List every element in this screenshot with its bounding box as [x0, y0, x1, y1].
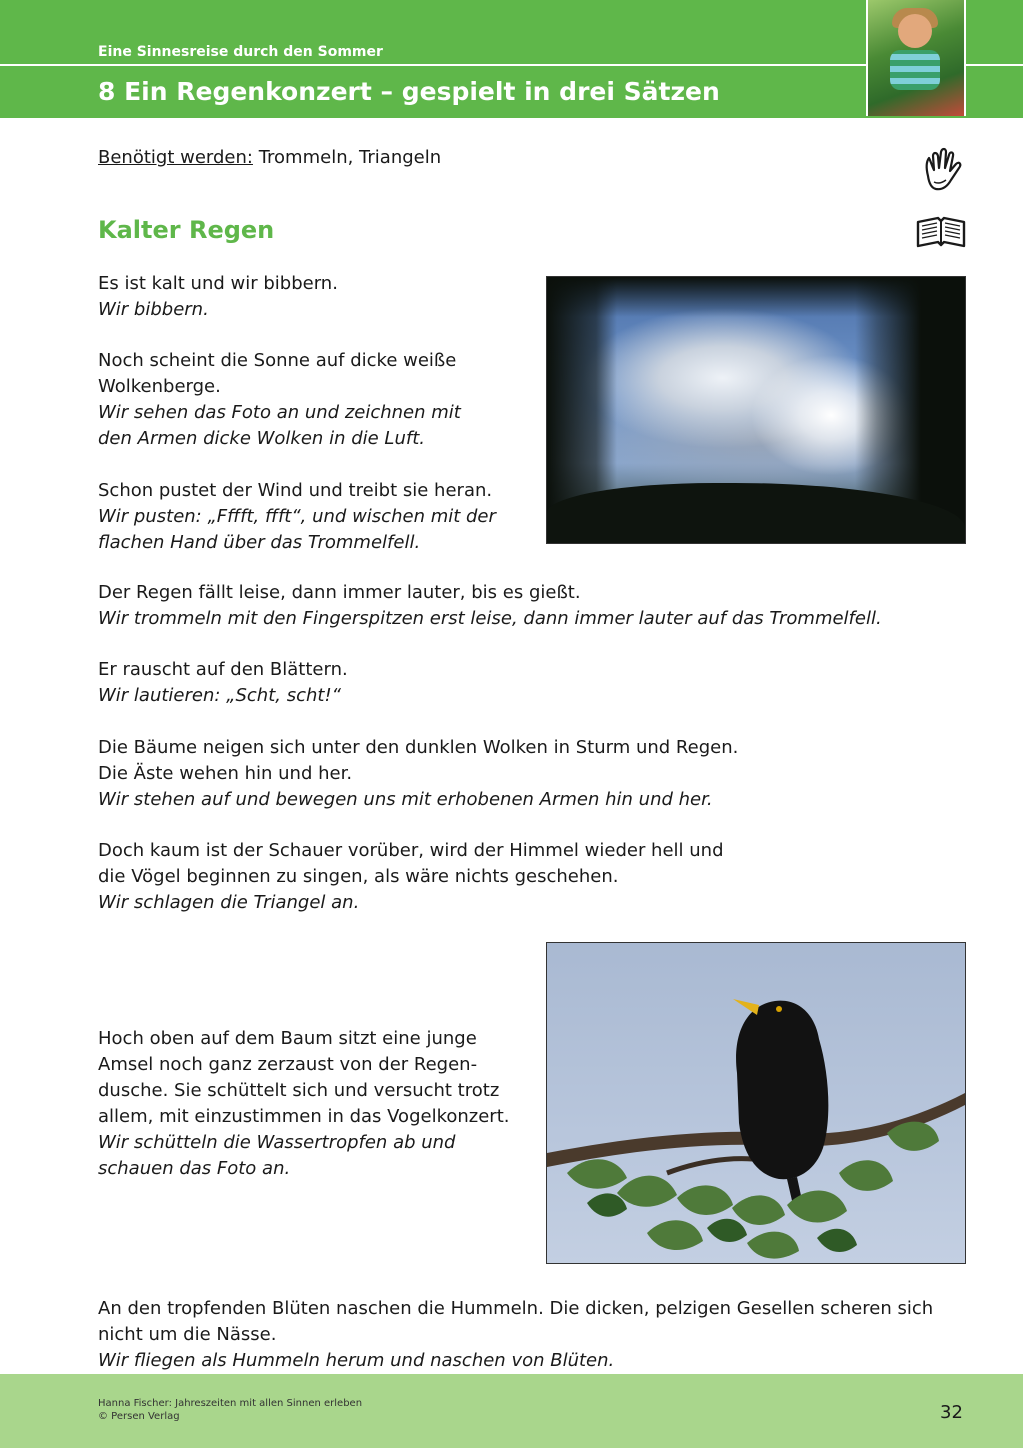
text-line: Es ist kalt und wir bibbern.	[98, 273, 338, 294]
instruction-line: Wir stehen auf und bewegen uns mit erhobenen Armen hin und her.	[98, 789, 713, 810]
instruction-line: Wir lautieren: „Scht, scht!“	[98, 685, 341, 706]
text-line: Doch kaum ist der Schauer vorüber, wird der Himmel wieder hell und	[98, 840, 724, 861]
paragraph-4	[98, 580, 882, 632]
text-line: dusche. Sie schüttelt sich und versucht trotz	[98, 1080, 500, 1101]
materials-label: Benötigt werden:	[98, 147, 253, 168]
text-line: Er rauscht auf den Blättern.	[98, 659, 348, 680]
header-thumbnail-image	[866, 0, 966, 116]
footer-author: Hanna Fischer: Jahreszeiten mit allen Sinnen erleben	[98, 1398, 363, 1409]
text-line: die Vögel beginnen zu singen, als wäre nichts geschehen.	[98, 866, 619, 887]
clouds-photo	[546, 276, 966, 544]
series-title: Eine Sinnesreise durch den Sommer	[98, 44, 383, 60]
paragraph-1	[98, 271, 338, 323]
text-line: Wolkenberge.	[98, 376, 221, 397]
paragraph-7	[98, 838, 724, 916]
paragraph-8	[98, 1026, 509, 1182]
hand-icon	[916, 146, 968, 198]
text-line: Die Äste wehen hin und her.	[98, 763, 353, 784]
instruction-line: Wir schlagen die Triangel an.	[98, 892, 360, 913]
text-line: Schon pustet der Wind und treibt sie heran.	[98, 480, 493, 501]
text-line: Die Bäume neigen sich unter den dunklen Wolken in Sturm und Regen.	[98, 737, 739, 758]
text-line: Der Regen fällt leise, dann immer lauter, bis es gießt.	[98, 582, 581, 603]
materials-items: Trommeln, Triangeln	[252, 147, 442, 168]
book-icon	[914, 212, 968, 252]
footer-publisher: © Persen Verlag	[98, 1411, 180, 1422]
paragraph-5	[98, 657, 348, 709]
page-number: 32	[940, 1402, 963, 1423]
doll-head	[898, 14, 932, 48]
instruction-line: Wir schütteln die Wassertropfen ab und	[98, 1132, 456, 1153]
chapter-title: 8 Ein Regenkonzert – gespielt in drei Sätzen	[98, 77, 720, 106]
instruction-line: Wir bibbern.	[98, 299, 209, 320]
instruction-line: den Armen dicke Wolken in die Luft.	[98, 428, 425, 449]
materials-needed	[98, 147, 441, 168]
text-line: nicht um die Nässe.	[98, 1324, 277, 1345]
blackbird-illustration	[547, 943, 965, 1263]
text-line: Amsel noch ganz zerzaust von der Regen-	[98, 1054, 478, 1075]
text-line: Noch scheint die Sonne auf dicke weiße	[98, 350, 457, 371]
section-heading: Kalter Regen	[98, 216, 275, 244]
instruction-line: schauen das Foto an.	[98, 1158, 291, 1179]
paragraph-6	[98, 735, 738, 813]
instruction-line: flachen Hand über das Trommelfell.	[98, 532, 421, 553]
text-line: Hoch oben auf dem Baum sitzt eine junge	[98, 1028, 477, 1049]
instruction-line: Wir sehen das Foto an und zeichnen mit	[98, 402, 461, 423]
instruction-line: Wir fliegen als Hummeln herum und naschen von Blüten.	[98, 1350, 615, 1371]
paragraph-3	[98, 478, 496, 556]
paragraph-9	[98, 1296, 933, 1374]
doll-body	[890, 50, 940, 90]
paragraph-2	[98, 348, 461, 452]
blackbird-photo	[546, 942, 966, 1264]
instruction-line: Wir pusten: „Fffft, ffft“, und wischen mit der	[98, 506, 496, 527]
text-line: An den tropfenden Blüten naschen die Hummeln. Die dicken, pelzigen Gesellen scheren sich	[98, 1298, 934, 1319]
instruction-line: Wir trommeln mit den Fingerspitzen erst leise, dann immer lauter auf das Trommelfell.	[98, 608, 882, 629]
text-line: allem, mit einzustimmen in das Vogelkonzert.	[98, 1106, 510, 1127]
